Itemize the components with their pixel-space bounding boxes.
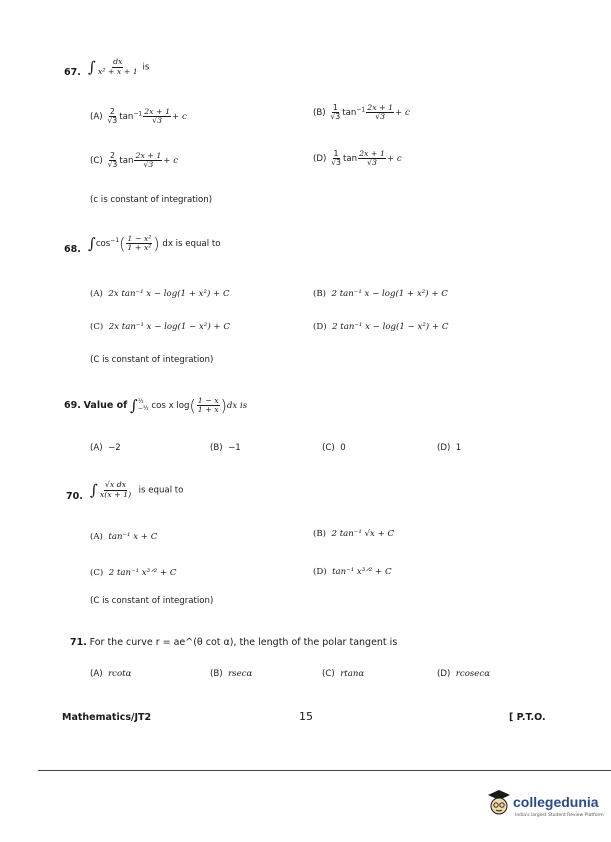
q69-option-c[interactable]: (C) 0: [322, 443, 346, 453]
question-70-stem: ∫ $\frac{\text{√x dx}}{x(x + 1)}$ is equal to: [90, 480, 184, 499]
question-69-number: 69.: [64, 400, 81, 411]
q67-option-c[interactable]: (C) $\frac{2}{√3}$ tan $\frac{2x + 1}{√3}$ + c: [90, 151, 179, 170]
q70-option-b[interactable]: (B) 2 tan⁻¹ √x + C: [313, 529, 395, 539]
q68-option-c[interactable]: (C) 2x tan⁻¹ x − log(1 − x²) + C: [90, 322, 230, 332]
q67-stem-fraction: $\frac{dx}{\text{x² + x + 1}}$: [97, 57, 138, 76]
question-67-stem: ∫ $\frac{dx}{\text{x² + x + 1}}$ is: [88, 57, 150, 76]
q71-option-b[interactable]: (B) rsecα: [210, 669, 253, 679]
page-number: 15: [299, 710, 313, 723]
footer-rule: [38, 770, 611, 771]
graduate-face-icon: [487, 788, 511, 818]
q67-note: (c is constant of integration): [90, 195, 213, 205]
q67-option-d[interactable]: (D) $\frac{1}{√3}$ tan $\frac{2x + 1}{√3}$ + c: [313, 149, 402, 168]
question-69-stem: 69. Value of ∫ ½ −½ cos x log( $\frac{1 - x}{1 + x}$ )dx is: [64, 395, 248, 415]
collegedunia-logo: [487, 782, 603, 830]
footer-subject: Mathematics/JT2: [62, 712, 152, 723]
integral-sign: ∫: [88, 234, 96, 253]
integral-sign: ∫: [88, 58, 96, 76]
integral-sign: ∫: [90, 481, 98, 499]
q70-option-c[interactable]: (C) 2 tan⁻¹ x³ᐟ² + C: [90, 568, 177, 578]
integral-sign: ∫: [130, 396, 138, 415]
integral-limits: ½ −½: [137, 397, 149, 412]
pto-marker: [ P.T.O.: [509, 712, 546, 723]
question-68-number: 68.: [64, 244, 81, 255]
q71-option-a[interactable]: (A) rcotα: [90, 669, 132, 679]
question-71-number: 71.: [70, 637, 87, 648]
logo-tagline: India's largest Student Review Platform: [515, 813, 604, 818]
question-70-number: 70.: [66, 491, 83, 502]
question-71-stem: 71. For the curve r = ae^(θ cot α), the length of the polar tangent is: [70, 637, 398, 648]
q68-option-d[interactable]: (D) 2 tan⁻¹ x − log(1 − x²) + C: [313, 322, 449, 332]
q70-option-d[interactable]: (D) tan⁻¹ x³ᐟ² + C: [313, 567, 392, 577]
q69-option-d[interactable]: (D) 1: [437, 443, 462, 453]
q68-option-b[interactable]: (B) 2 tan⁻¹ x − log(1 + x²) + C: [313, 289, 448, 299]
question-68-stem: $\int\cos^{-1}$( $\frac{\text{1 − x²}}{\text{1 + x²}}$ ) dx is equal to: [88, 233, 221, 253]
q67-option-a[interactable]: (A) $\frac{2}{√3}$ $\tan^{-1}$ $\frac{2x + 1}{√3}$ + c: [90, 107, 187, 126]
question-67-number: 67.: [64, 67, 81, 78]
q68-note: (C is constant of integration): [90, 355, 214, 365]
q68-option-a[interactable]: (A) 2x tan⁻¹ x − log(1 + x²) + C: [90, 289, 230, 299]
logo-name: collegedunia: [513, 794, 599, 810]
q70-note: (C is constant of integration): [90, 596, 214, 606]
q67-option-b[interactable]: (B) $\frac{1}{√3}$ $\tan^{-1}$ $\frac{2x + 1}{√3}$ + c: [313, 103, 410, 122]
q70-option-a[interactable]: (A) tan⁻¹ x + C: [90, 532, 158, 542]
q71-option-d[interactable]: (D) rcosecα: [437, 669, 491, 679]
q71-option-c[interactable]: (C) rtanα: [322, 669, 365, 679]
q69-option-a[interactable]: (A) −2: [90, 443, 121, 453]
q69-option-b[interactable]: (B) −1: [210, 443, 241, 453]
